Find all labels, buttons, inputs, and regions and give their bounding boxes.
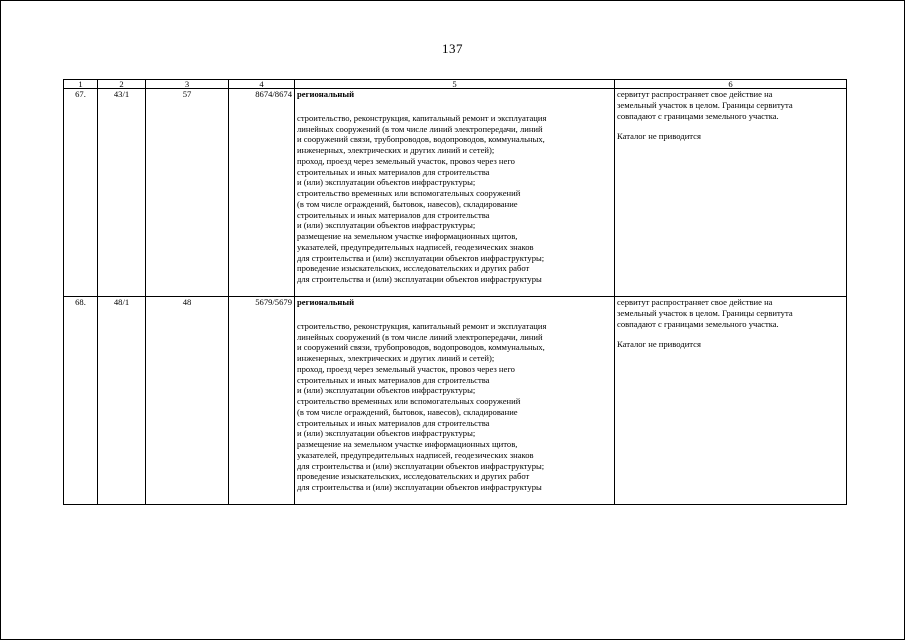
purpose-line: и сооружений связи, трубопроводов, водопроводов, коммунальных, <box>297 342 545 353</box>
catalog-note: Каталог не приводится <box>617 339 701 350</box>
header-col-6: 6 <box>615 80 847 89</box>
header-col-1: 1 <box>64 80 98 89</box>
purpose-line: линейных сооружений (в том числе линий электропередачи, линий <box>297 331 543 342</box>
spacer <box>617 329 844 339</box>
note-cell <box>615 89 847 297</box>
header-col-2: 2 <box>98 80 146 89</box>
note-line: совпадают с границами земельного участка. <box>617 318 779 329</box>
purpose-line: указателей, предупредительных надписей, геодезических знаков <box>297 241 534 252</box>
header-col-4: 4 <box>229 80 295 89</box>
purpose-line: и (или) эксплуатации объектов инфраструктуры; <box>297 385 476 396</box>
purpose-line: строительство, реконструкция, капитальный ремонт и эксплуатация <box>297 112 547 123</box>
row-number: 67. <box>64 89 98 297</box>
category-label: региональный <box>297 89 355 99</box>
purpose-line: инженерных, электрических и других линий и сетей); <box>297 353 495 363</box>
parcel-number: 57 <box>146 89 229 297</box>
purpose-line: проход, проезд через земельный участок, провоз через него <box>297 363 515 374</box>
servitude-table <box>63 79 847 505</box>
header-col-3: 3 <box>146 80 229 89</box>
purpose-line: (в том числе ограждений, бытовок, навесов), складирование <box>297 406 518 417</box>
purpose-line: строительство временных или вспомогательных сооружений <box>297 396 521 406</box>
purpose-line: указателей, предупредительных надписей, геодезических знаков <box>297 449 534 460</box>
note-line: сервитут распространяет свое действие на <box>617 297 773 307</box>
purpose-line: проход, проезд через земельный участок, провоз через него <box>297 155 515 166</box>
spacer <box>297 100 612 113</box>
parcel-number: 48 <box>146 297 229 505</box>
purpose-line: размещение на земельном участке информационных щитов, <box>297 231 518 241</box>
table-row <box>64 89 847 297</box>
purpose-line: и (или) эксплуатации объектов инфраструктуры; <box>297 177 476 188</box>
purpose-line: строительных и иных материалов для строительства <box>297 209 490 220</box>
catalog-note: Каталог не приводится <box>617 131 701 142</box>
purpose-line: и (или) эксплуатации объектов инфраструктуры; <box>297 428 476 439</box>
row-number: 68. <box>64 297 98 505</box>
note-line: сервитут распространяет свое действие на <box>617 89 773 99</box>
purpose-line: проведение изыскательских, исследовательских и других работ <box>297 471 530 482</box>
spacer <box>617 121 844 131</box>
purpose-line: для строительства и (или) эксплуатации объектов инфраструктуры <box>297 274 542 284</box>
purpose-line: (в том числе ограждений, бытовок, навесов), складирование <box>297 198 518 209</box>
purpose-line: для строительства и (или) эксплуатации объектов инфраструктуры <box>297 482 542 492</box>
purpose-line: инженерных, электрических и других линий и сетей); <box>297 145 495 155</box>
purpose-cell <box>295 89 615 297</box>
purpose-line: для строительства и (или) эксплуатации объектов инфраструктуры; <box>297 460 545 471</box>
area-value: 8674/8674 <box>229 89 295 297</box>
table-row <box>64 297 847 505</box>
cadastral-block: 43/1 <box>98 89 146 297</box>
purpose-line: размещение на земельном участке информационных щитов, <box>297 439 518 449</box>
purpose-line: и сооружений связи, трубопроводов, водопроводов, коммунальных, <box>297 134 545 145</box>
note-line: земельный участок в целом. Границы сервитута <box>617 307 793 318</box>
cadastral-block: 48/1 <box>98 297 146 505</box>
purpose-line: строительных и иных материалов для строительства <box>297 166 490 177</box>
purpose-line: и (или) эксплуатации объектов инфраструктуры; <box>297 220 476 231</box>
category-label: региональный <box>297 297 355 307</box>
spacer <box>297 308 612 321</box>
purpose-line: линейных сооружений (в том числе линий электропередачи, линий <box>297 123 543 134</box>
purpose-line: для строительства и (или) эксплуатации объектов инфраструктуры; <box>297 252 545 263</box>
purpose-cell <box>295 297 615 505</box>
note-line: совпадают с границами земельного участка. <box>617 110 779 121</box>
note-line: земельный участок в целом. Границы сервитута <box>617 99 793 110</box>
note-cell <box>615 297 847 505</box>
purpose-line: строительство, реконструкция, капитальный ремонт и эксплуатация <box>297 320 547 331</box>
purpose-line: строительство временных или вспомогательных сооружений <box>297 188 521 198</box>
header-col-5: 5 <box>295 80 615 89</box>
purpose-line: строительных и иных материалов для строительства <box>297 417 490 428</box>
purpose-line: строительных и иных материалов для строительства <box>297 374 490 385</box>
purpose-line: проведение изыскательских, исследовательских и других работ <box>297 263 530 274</box>
header-row <box>64 80 847 89</box>
area-value: 5679/5679 <box>229 297 295 505</box>
page-number: 137 <box>442 41 463 56</box>
